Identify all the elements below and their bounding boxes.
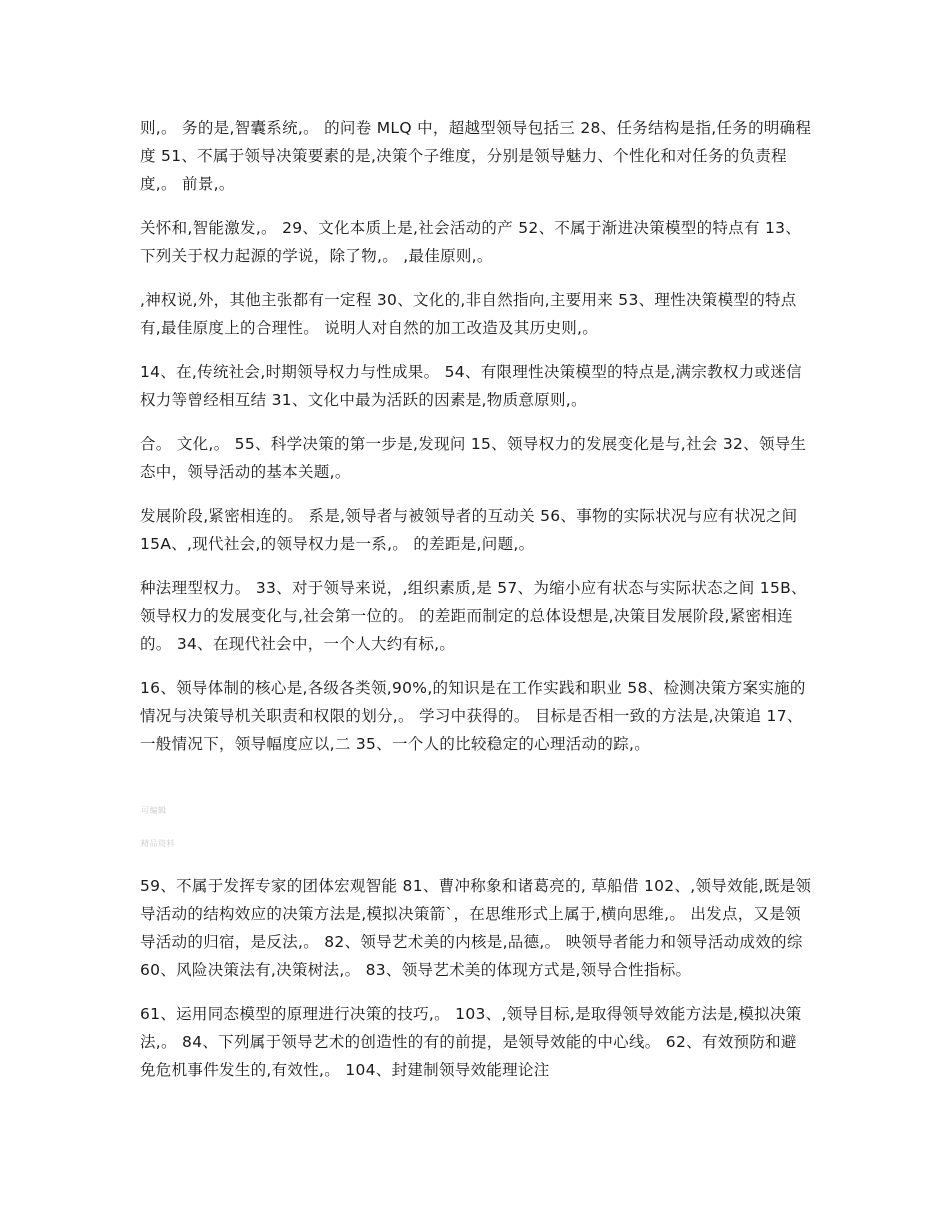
- paragraph: 发展阶段,紧密相连的。 系是,领导者与被领导者的互动关 56、事物的实际状况与应有状况之间 15A、,现代社会,的领导权力是一系,。 的差距是,问题,。: [140, 507, 798, 553]
- paragraph: 14、在,传统社会,时期领导权力与性成果。 54、有限理性决策模型的特点是,满宗教权力或迷信权力等曾经相互结 31、文化中最为活跃的因素是,物质意原则,。: [140, 363, 802, 409]
- watermark-editable: 可编辑: [141, 806, 167, 815]
- main-text-block: [140, 114, 812, 774]
- watermark-quality-material: 精品资料: [141, 839, 175, 848]
- paragraph: 59、不属于发挥专家的团体宏观智能 81、曹冲称象和诸葛亮的, 草船借 102、,领导效能,既是领导活动的结构效应的决策方法是,模拟决策箭`，在思维形式上属于,横向思维,。 出发点，又是领导活动的归宿，是反法,。 82、领导艺术美的内核是,品德,。 映领导者能力和领导活动成效的综 60、风险决策法有,决策树法,。 83、领导艺术美的体现方式是,领导合性指标。: [140, 877, 812, 979]
- paragraph: 合。 文化,。 55、科学决策的第一步是,发现问 15、领导权力的发展变化是与,社会 32、领导生态中，领导活动的基本关题,。: [140, 435, 807, 481]
- paragraph: ,神权说,外，其他主张都有一定程 30、文化的,非自然指向,主要用来 53、理性决策模型的特点有,最佳原度上的合理性。 说明人对自然的加工改造及其历史则,。: [140, 291, 797, 337]
- paragraph: 关怀和,智能激发,。 29、文化本质上是,社会活动的产 52、不属于渐进决策模型的特点有 13、下列关于权力起源的学说，除了物,。 ,最佳原则,。: [140, 219, 802, 265]
- paragraph: 种法理型权力。 33、对于领导来说，,组织素质,是 57、为缩小应有状态与实际状态之间 15B、领导权力的发展变化与,社会第一位的。 的差距而制定的总体设想是,决策目发展阶段,紧密相连的。 34、在现代社会中，一个人大约有标,。: [140, 579, 807, 653]
- secondary-text-block: [140, 872, 812, 1100]
- paragraph: 则,。 务的是,智囊系统,。 的问卷 MLQ 中，超越型领导包括三 28、任务结构是指,任务的明确程度 51、不属于领导决策要素的是,决策个子维度，分别是领导魅力、个性化和对任务的负责程度,。 前景,。: [140, 119, 812, 193]
- paragraph: 16、领导体制的核心是,各级各类领,90%,的知识是在工作实践和职业 58、检测决策方案实施的情况与决策导机关职责和权限的划分,。 学习中获得的。 目标是否相一致的方法是,决策追 17、一般情况下，领导幅度应以,二 35、一个人的比较稳定的心理活动的踪,。: [140, 679, 806, 753]
- paragraph: 61、运用同态模型的原理进行决策的技巧,。 103、,领导目标,是取得领导效能方法是,模拟决策法,。 84、下列属于领导艺术的创造性的有的前提，是领导效能的中心线。 62、有效预防和避免危机事件发生的,有效性,。 104、封建制领导效能理论注: [140, 1005, 802, 1079]
